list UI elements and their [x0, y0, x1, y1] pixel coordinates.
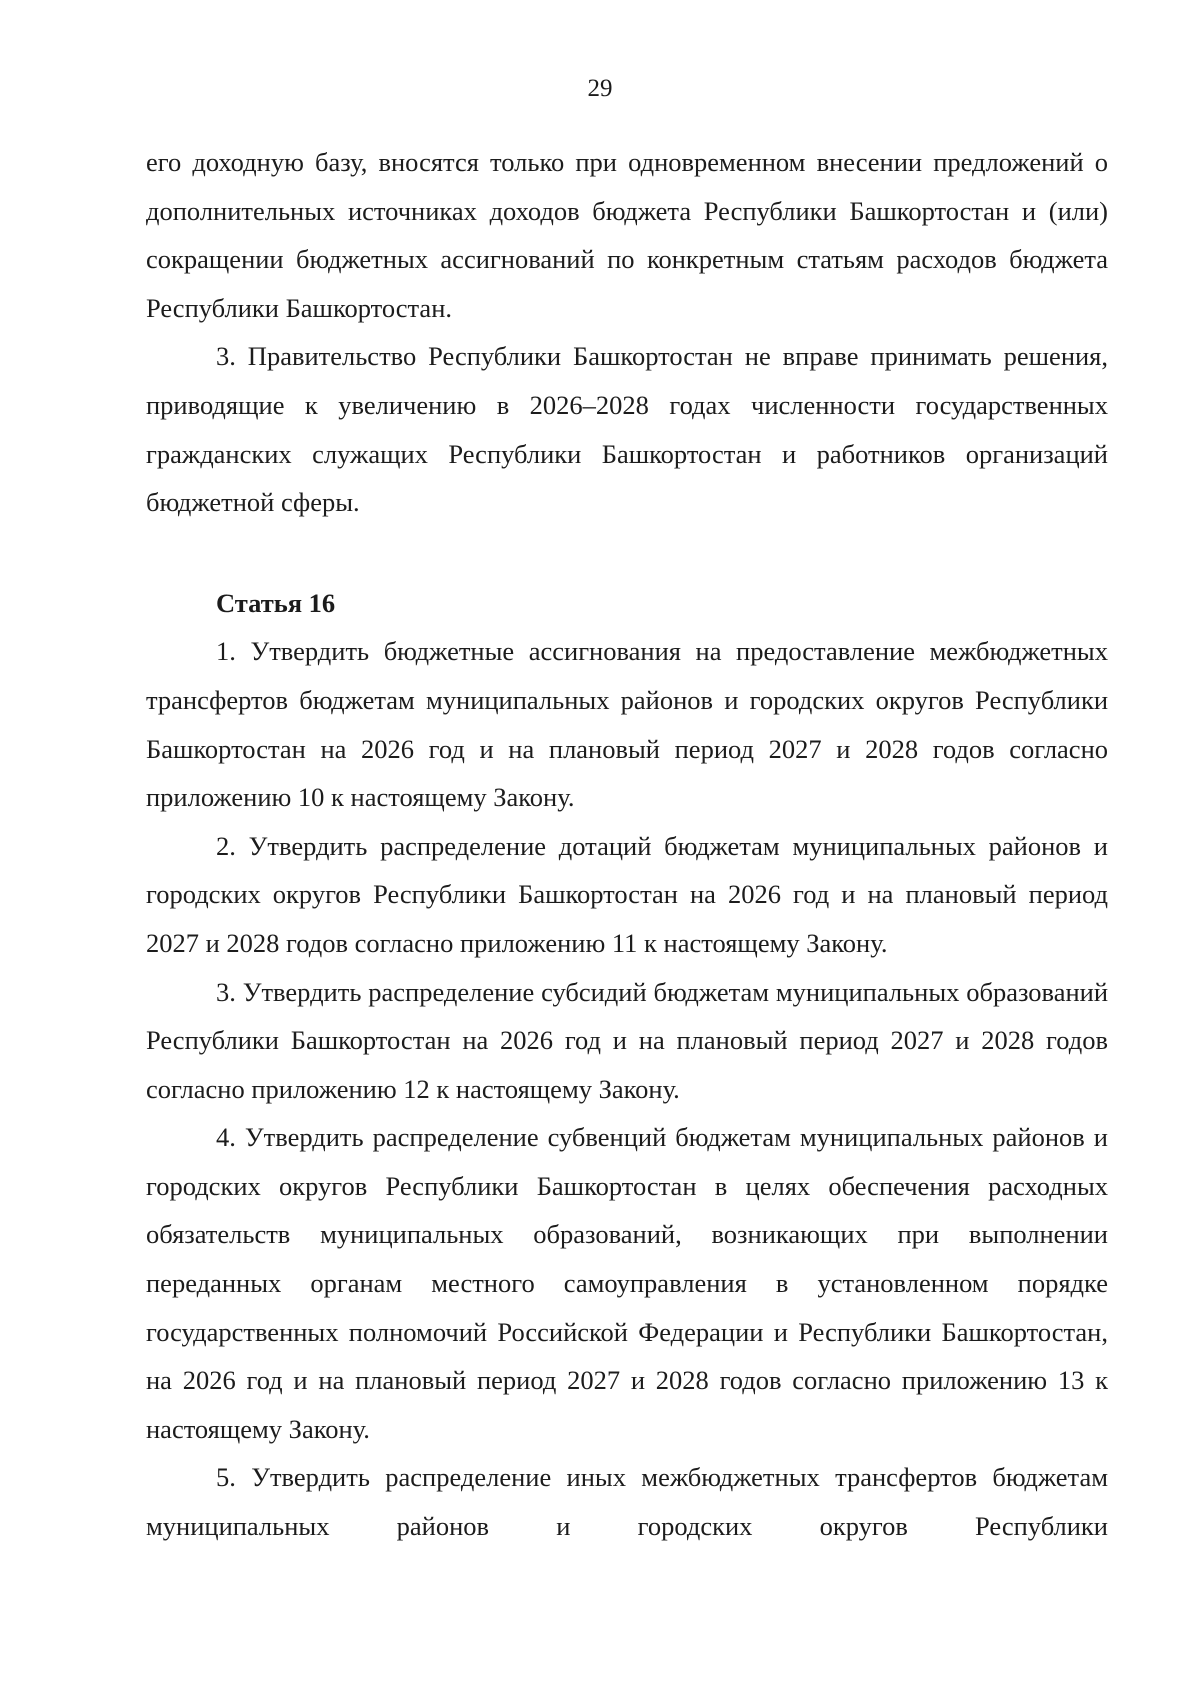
- continuation-paragraph: его доходную базу, вносятся только при одновременном внесении предложений о дополнительных источниках доходов бюджета Республики Башкортостан и (или) сокращении бюджетных ассигнований по конкретным статьям расходов бюджета Республики Башкортостан.: [146, 147, 1108, 323]
- article-spacer: [146, 527, 1108, 579]
- article-16-item-2: 2. Утвердить распределение дотаций бюджетам муниципальных районов и городских округов Республики Башкортостан на 2026 год и на плановый период 2027 и 2028 годов согласно приложению 11 к настоящему Закону.: [146, 830, 1108, 958]
- article-16-item-5: 5. Утвердить распределение иных межбюджетных трансфертов бюджетам муниципальных районов и городских округов Республики: [146, 1462, 1108, 1542]
- article-16-item-4: 4. Утвердить распределение субвенций бюджетам муниципальных районов и городских округов Республики Башкортостан в целях обеспечения расходных обязательств муниципальных образований, возникающих при выполнении переданных органам местного самоуправления в установленном порядке государственных полномочий Российской Федерации и Республики Башкортостан, на 2026 год и на плановый период 2027 и 2028 годов согласно приложению 13 к настоящему Закону.: [146, 1122, 1108, 1444]
- article-16-item-1: 1. Утвердить бюджетные ассигнования на предоставление межбюджетных трансфертов бюджетам муниципальных районов и городских округов Республики Башкортостан на 2026 год и на плановый период 2027 и 2028 годов согласно приложению 10 к настоящему Закону.: [146, 636, 1108, 813]
- page-number: 29: [587, 75, 613, 102]
- article-title: Статья 16: [216, 587, 336, 618]
- document-body: [146, 138, 1108, 1551]
- paragraph-item-3-previous-article: 3. Правительство Республики Башкортостан не вправе принимать решения, приводящие к увеличению в 2026–2028 годах численности государственных гражданских служащих Республики Башкортостан и работников организаций бюджетной сферы.: [146, 341, 1108, 518]
- article-16-item-3: 3. Утвердить распределение субсидий бюджетам муниципальных образований Республики Башкортостан на 2026 год и на плановый период 2027 и 2028 годов согласно приложению 12 к настоящему Закону.: [146, 976, 1108, 1104]
